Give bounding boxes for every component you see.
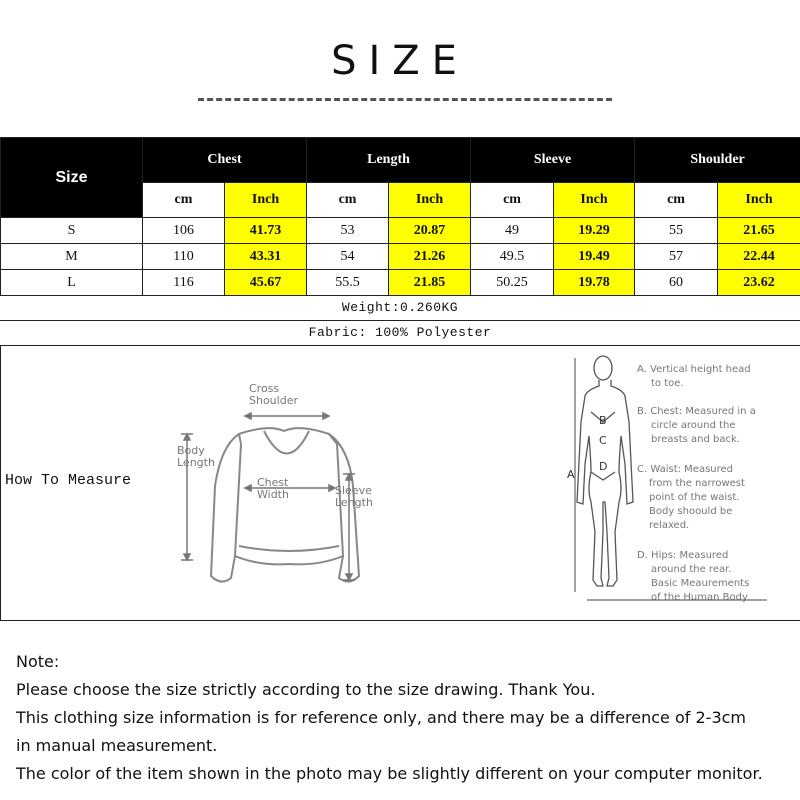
unit-cm: cm [471,183,554,218]
length-cm-cell: 53 [307,218,389,244]
body-diagram [557,352,787,608]
length-header: Length [307,138,471,183]
chest-header: Chest [143,138,307,183]
fabric-info: Fabric: 100% Polyester [0,321,800,346]
sleeve-cm-cell: 49.5 [471,244,554,270]
table-row [1,218,800,244]
size-cell: S [1,218,143,244]
size-cell: L [1,270,143,296]
body-note: from the narrowest [649,478,745,489]
shoulder-inch-cell: 21.65 [718,218,800,244]
chest-cm-cell: 116 [143,270,225,296]
length-cm-cell: 54 [307,244,389,270]
label-b: B [599,414,607,427]
length-cm-cell: 55.5 [307,270,389,296]
garment-left-sleeve [211,434,239,582]
note-line: The color of the item shown in the photo may be slightly different on your computer monitor. [16,764,763,783]
chest-inch-cell: 45.67 [225,270,307,296]
label-d: D [599,460,608,473]
body-note: Basic Meaurements [651,578,750,589]
size-cell: M [1,244,143,270]
note-line: in manual measurement. [16,736,218,755]
body-note: around the rear. [651,564,732,575]
unit-cm: cm [635,183,718,218]
note-line: This clothing size information is for reference only, and there may be a difference of 2-3cm [16,708,746,727]
body-note: point of the waist. [649,492,740,503]
label-a: A [567,468,575,481]
body-note: breasts and back. [651,434,740,445]
size-table [0,137,800,296]
body-note: Body shoould be [649,506,733,517]
shoulder-cm-cell: 60 [635,270,718,296]
how-to-measure-panel [0,346,800,621]
sleeve-header: Sleeve [471,138,635,183]
shoulder-cm-cell: 55 [635,218,718,244]
chest-inch-cell: 43.31 [225,244,307,270]
body-note: of the Human Body [651,592,748,603]
page-title: SIZE [331,38,469,84]
cross-shoulder-label: Cross [249,382,280,395]
unit-cm: cm [143,183,225,218]
size-header: Size [1,138,143,218]
unit-cm: cm [307,183,389,218]
sleeve-inch-cell: 19.49 [554,244,635,270]
unit-inch: Inch [718,183,800,218]
body-note: A. Vertical height head [637,364,751,375]
shoulder-inch-cell: 22.44 [718,244,800,270]
body-length-label: Length [177,456,215,469]
sleeve-inch-cell: 19.29 [554,218,635,244]
body-note: to toe. [651,378,684,389]
body-note: circle around the [651,420,736,431]
chest-width-label: Chest [257,476,289,489]
body-torso [577,380,633,586]
notes-section [16,648,763,788]
label-c: C [599,434,607,447]
body-length-label: Body [177,444,205,457]
unit-inch: Inch [554,183,635,218]
title-divider [198,98,612,101]
unit-inch: Inch [389,183,471,218]
shoulder-header: Shoulder [635,138,800,183]
body-note: D. Hips: Measured [637,550,729,561]
sleeve-length-label: Sleeve [335,484,372,497]
unit-inch: Inch [225,183,307,218]
body-note: relaxed. [649,520,690,531]
length-inch-cell: 21.85 [389,270,471,296]
chest-cm-cell: 110 [143,244,225,270]
chest-cm-cell: 106 [143,218,225,244]
garment-diagram [169,376,409,606]
note-heading: Note: [16,652,60,671]
length-inch-cell: 20.87 [389,218,471,244]
cross-shoulder-label: Shoulder [249,394,298,407]
shoulder-inch-cell: 23.62 [718,270,800,296]
sleeve-cm-cell: 49 [471,218,554,244]
table-row [1,244,800,270]
body-note: B. Chest: Measured in a [637,406,756,417]
sleeve-inch-cell: 19.78 [554,270,635,296]
garment-neck [264,431,309,454]
body-note: C. Waist: Measured [637,464,734,475]
how-to-measure-label: How To Measure [5,472,132,489]
length-inch-cell: 21.26 [389,244,471,270]
garment-outline [235,428,343,564]
sleeve-cm-cell: 50.25 [471,270,554,296]
weight-info: Weight:0.260KG [0,295,800,321]
table-row [1,270,800,296]
shoulder-cm-cell: 57 [635,244,718,270]
note-line: Please choose the size strictly according to the size drawing. Thank You. [16,680,596,699]
chest-width-label: Width [257,488,289,501]
sleeve-length-label: Length [335,496,373,509]
chest-inch-cell: 41.73 [225,218,307,244]
body-head [594,356,612,380]
